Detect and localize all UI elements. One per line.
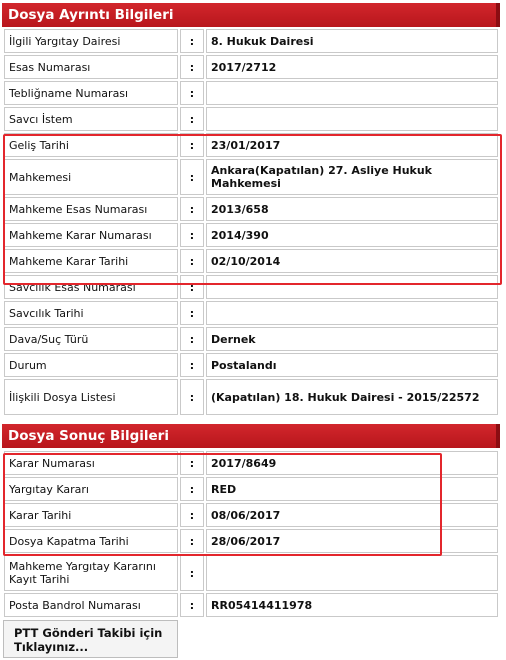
info-row xyxy=(4,529,498,553)
info-row xyxy=(4,81,498,105)
row-label xyxy=(4,555,178,591)
row-value: 8. Hukuk Dairesi xyxy=(206,29,498,53)
row-label xyxy=(4,223,178,247)
row-separator: : xyxy=(180,477,204,501)
details-section-header xyxy=(2,3,500,27)
row-value: RR05414411978 xyxy=(206,593,498,617)
row-separator: : xyxy=(180,301,204,325)
details-table xyxy=(2,27,500,417)
row-label xyxy=(4,159,178,195)
row-value xyxy=(206,81,498,105)
result-section-header xyxy=(2,424,500,448)
row-separator: : xyxy=(180,159,204,195)
row-value xyxy=(206,555,498,591)
row-label-text: Mahkeme Esas Numarası xyxy=(9,202,148,216)
row-separator: : xyxy=(180,197,204,221)
row-value: Ankara(Kapatılan) 27. Asliye Hukuk Mahkemesi xyxy=(206,159,498,195)
row-label-text: Yargıtay Kararı xyxy=(9,482,89,496)
row-value: 2017/2712 xyxy=(206,55,498,79)
row-label-text: Savcı İstem xyxy=(9,112,73,126)
row-label xyxy=(4,55,178,79)
row-value: 02/10/2014 xyxy=(206,249,498,273)
result-table xyxy=(2,449,500,619)
row-label xyxy=(4,593,178,617)
row-value xyxy=(206,107,498,131)
row-label xyxy=(4,29,178,53)
row-separator: : xyxy=(180,81,204,105)
info-row xyxy=(4,555,498,591)
row-separator: : xyxy=(180,55,204,79)
row-value: 2013/658 xyxy=(206,197,498,221)
row-separator: : xyxy=(180,529,204,553)
row-label-text: Dava/Suç Türü xyxy=(9,332,89,346)
row-label xyxy=(4,529,178,553)
row-separator: : xyxy=(180,133,204,157)
row-separator: : xyxy=(180,29,204,53)
row-label-text: Mahkeme Yargıtay Kararını Kayıt Tarihi xyxy=(9,560,156,586)
row-label-text: Mahkemesi xyxy=(9,170,72,184)
details-section-title: Dosya Ayrıntı Bilgileri xyxy=(8,7,174,23)
row-label xyxy=(4,327,178,351)
info-row xyxy=(4,29,498,53)
row-value: 23/01/2017 xyxy=(206,133,498,157)
info-row xyxy=(4,107,498,131)
info-row xyxy=(4,593,498,617)
row-label-text: İlgili Yargıtay Dairesi xyxy=(9,34,121,48)
row-value: 28/06/2017 xyxy=(206,529,498,553)
row-label-text: Savcılık Esas Numarası xyxy=(9,280,136,294)
info-row xyxy=(4,159,498,195)
row-separator: : xyxy=(180,379,204,415)
info-row xyxy=(4,477,498,501)
row-value: Postalandı xyxy=(206,353,498,377)
row-separator: : xyxy=(180,223,204,247)
row-value xyxy=(206,301,498,325)
row-value: Dernek xyxy=(206,327,498,351)
row-label xyxy=(4,353,178,377)
row-separator: : xyxy=(180,503,204,527)
row-label xyxy=(4,301,178,325)
row-label xyxy=(4,275,178,299)
info-row xyxy=(4,249,498,273)
row-label xyxy=(4,477,178,501)
row-separator: : xyxy=(180,249,204,273)
ptt-tracking-button[interactable] xyxy=(3,620,178,658)
info-row xyxy=(4,133,498,157)
row-label-text: Esas Numarası xyxy=(9,60,91,74)
row-label-text: Karar Tarihi xyxy=(9,508,72,522)
info-row xyxy=(4,503,498,527)
row-label xyxy=(4,379,178,415)
row-label xyxy=(4,197,178,221)
row-value xyxy=(206,275,498,299)
result-section-title: Dosya Sonuç Bilgileri xyxy=(8,428,169,444)
row-value: 08/06/2017 xyxy=(206,503,498,527)
row-separator: : xyxy=(180,555,204,591)
row-label xyxy=(4,107,178,131)
ptt-tracking-button-label: PTT Gönderi Takibi için Tıklayınız... xyxy=(14,626,163,654)
row-label xyxy=(4,133,178,157)
row-label xyxy=(4,81,178,105)
row-label-text: İlişkili Dosya Listesi xyxy=(9,390,116,404)
row-label-text: Savcılık Tarihi xyxy=(9,306,84,320)
info-row xyxy=(4,301,498,325)
row-label-text: Karar Numarası xyxy=(9,456,95,470)
row-label xyxy=(4,503,178,527)
row-separator: : xyxy=(180,593,204,617)
row-label-text: Geliş Tarihi xyxy=(9,138,69,152)
row-label-text: Durum xyxy=(9,358,47,372)
row-separator: : xyxy=(180,107,204,131)
row-value: 2014/390 xyxy=(206,223,498,247)
row-separator: : xyxy=(180,275,204,299)
info-row xyxy=(4,223,498,247)
row-label xyxy=(4,249,178,273)
info-row xyxy=(4,275,498,299)
info-row xyxy=(4,451,498,475)
row-separator: : xyxy=(180,451,204,475)
row-label xyxy=(4,451,178,475)
info-row xyxy=(4,353,498,377)
row-value: (Kapatılan) 18. Hukuk Dairesi - 2015/22572 xyxy=(206,379,498,415)
row-separator: : xyxy=(180,327,204,351)
info-row xyxy=(4,327,498,351)
row-label-text: Tebliğname Numarası xyxy=(9,86,129,100)
row-label-text: Mahkeme Karar Tarihi xyxy=(9,254,129,268)
row-separator: : xyxy=(180,353,204,377)
row-label-text: Mahkeme Karar Numarası xyxy=(9,228,152,242)
row-label-text: Posta Bandrol Numarası xyxy=(9,598,141,612)
row-value: RED xyxy=(206,477,498,501)
row-label-text: Dosya Kapatma Tarihi xyxy=(9,534,129,548)
info-row xyxy=(4,55,498,79)
info-row xyxy=(4,197,498,221)
info-row xyxy=(4,379,498,415)
row-value: 2017/8649 xyxy=(206,451,498,475)
